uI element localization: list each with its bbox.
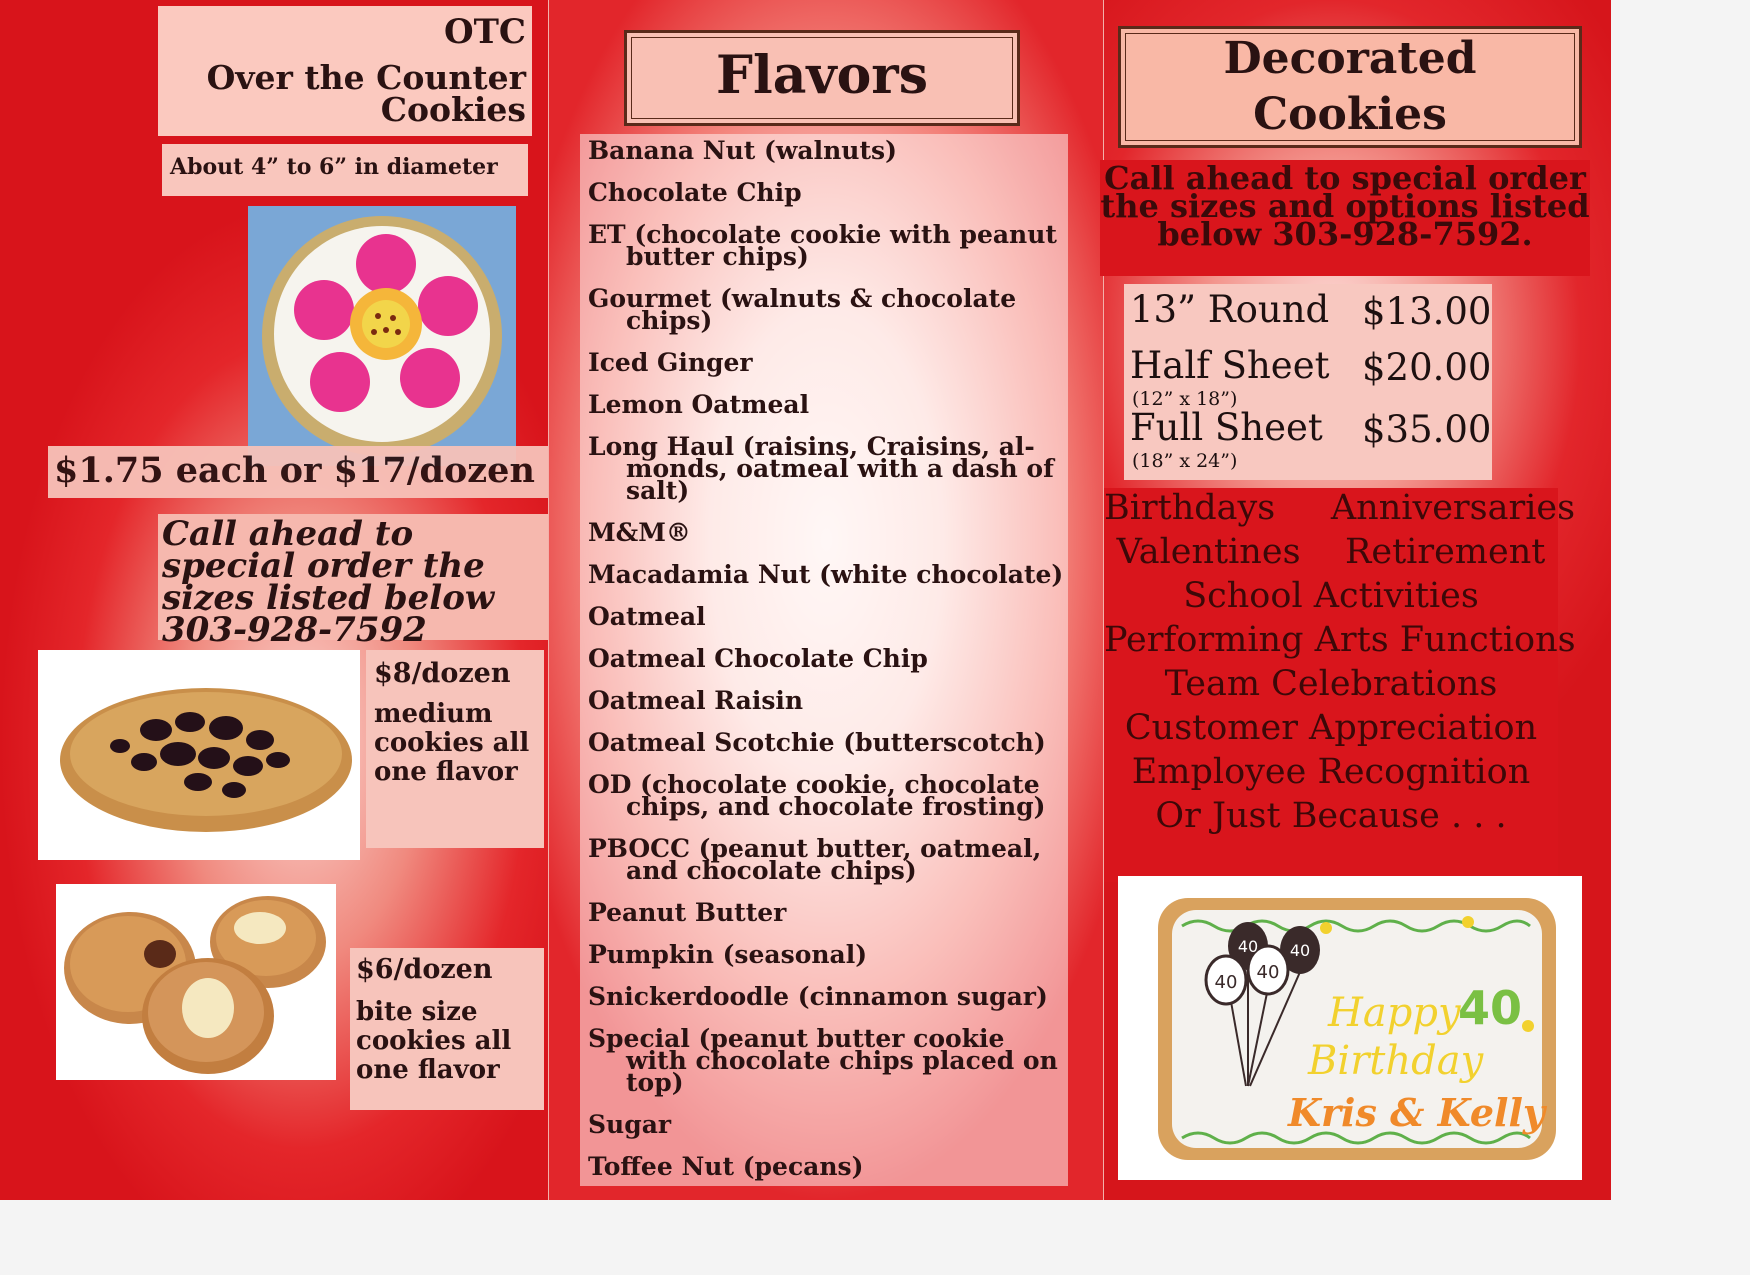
flavor-item: Oatmeal	[588, 602, 706, 631]
occasion-line: Birthdays Anniversaries	[1104, 488, 1576, 528]
size-dimensions: (18” x 24”)	[1132, 450, 1238, 472]
flavor-item: Oatmeal Raisin	[588, 686, 804, 715]
flavors-header	[624, 30, 1020, 126]
flower-cookie-photo	[248, 206, 516, 466]
otc-price: $1.75 each or $17/dozen	[54, 450, 535, 491]
cake-balloon-number: 40	[1214, 972, 1238, 993]
cake-text-number: 40	[1458, 981, 1523, 1035]
flavor-item: Sugar	[588, 1110, 672, 1139]
flavor-item: Chocolate Chip	[588, 178, 802, 207]
cake-balloon-number: 40	[1289, 941, 1311, 960]
cake-text-happy: Happy	[1328, 990, 1461, 1036]
occasion-line: Or Just Because . . .	[1155, 796, 1507, 836]
cake-text-names: Kris & Kelly	[1288, 1090, 1545, 1135]
flavor-item: Macadamia Nut (white chocolate)	[588, 560, 1064, 589]
diameter-box	[162, 144, 528, 196]
flavor-list	[588, 136, 1068, 1198]
flavor-item: Peanut Butter	[588, 898, 787, 927]
size-name: Half Sheet	[1130, 344, 1330, 387]
bite-cookie-box	[350, 948, 544, 1110]
bite-cookie-description: bite size cookies all one flavor	[356, 997, 512, 1085]
medium-cookie-description: medium cookies all one flavor	[374, 699, 530, 787]
flavors-title: Flavors	[716, 45, 928, 106]
flavor-item: Lemon Oatmeal	[588, 390, 810, 419]
call-ahead-box-left	[158, 514, 548, 650]
flavor-item: Oatmeal Scotchie (butterscotch)	[588, 728, 1046, 757]
flavor-item: PBOCC (peanut butter, oatmeal, and chocolate chips)	[588, 834, 1042, 885]
bite-cookie-price: $6/dozen	[356, 954, 493, 985]
occasions-box	[1104, 488, 1576, 882]
size-name: 13” Round	[1130, 288, 1330, 331]
size-dimensions: (12” x 18”)	[1132, 388, 1238, 410]
size-price-box	[1124, 284, 1492, 480]
occasion-line: School Activities	[1183, 576, 1479, 616]
flavor-item: Iced Ginger	[588, 348, 753, 377]
flavor-item: Banana Nut (walnuts)	[588, 136, 897, 165]
bite-cookie-photo	[56, 884, 336, 1080]
flavor-item: Snickerdoodle (cinnamon sugar)	[588, 982, 1048, 1011]
size-price: $35.00	[1362, 408, 1492, 451]
medium-cookie-box	[366, 650, 544, 848]
occasion-line: Valentines Retirement	[1116, 532, 1546, 572]
decorated-title-line2: Cookies	[1253, 89, 1447, 140]
decorated-title	[1121, 31, 1579, 143]
otc-title-box	[158, 6, 532, 136]
call-ahead-box-right	[1100, 160, 1590, 276]
decorated-cake-photo	[1118, 876, 1582, 1180]
decorated-header	[1118, 26, 1582, 148]
size-price: $20.00	[1362, 346, 1492, 389]
otc-price-box	[48, 446, 560, 498]
flavor-list-box	[580, 134, 1068, 1186]
medium-cookie-price: $8/dozen	[374, 658, 511, 689]
diameter-text: About 4” to 6” in diameter	[170, 154, 498, 180]
cake-balloon-number: 40	[1237, 937, 1259, 956]
flavor-item: Gourmet (walnuts & chocolate chips)	[588, 284, 1017, 335]
decorated-title-line1: Decorated	[1223, 33, 1477, 84]
size-name: Full Sheet	[1130, 406, 1323, 449]
occasion-line: Performing Arts Functions	[1104, 620, 1576, 660]
otc-abbreviation: OTC	[444, 12, 526, 52]
flavor-item: Toffee Nut (pecans)	[588, 1152, 864, 1181]
cake-balloon-number: 40	[1256, 962, 1280, 983]
call-ahead-text-right: Call ahead to special order the sizes and options listed below 303-928-7592.	[1100, 159, 1590, 253]
size-price: $13.00	[1362, 290, 1492, 333]
medium-cookie-photo	[38, 650, 360, 860]
flavor-item: Oatmeal Chocolate Chip	[588, 644, 928, 673]
flavor-item: Long Haul (raisins, Craisins, al- monds, oatmeal with a dash of salt)	[588, 432, 1054, 505]
cake-text-birthday: Birthday	[1308, 1038, 1484, 1084]
occasion-line: Team Celebrations	[1164, 664, 1498, 704]
flavor-item: Pumpkin (seasonal)	[588, 940, 868, 969]
call-ahead-text-left: Call ahead to special order the sizes listed below 303-928-7592	[162, 514, 495, 650]
occasion-line: Customer Appreciation	[1124, 708, 1538, 748]
flavor-item: ET (chocolate cookie with peanut butter chips)	[588, 220, 1057, 271]
flavor-item: Special (peanut butter cookie with chocolate chips placed on top)	[588, 1024, 1058, 1097]
flavor-item: M&M®	[588, 518, 691, 547]
flavor-item: OD (chocolate cookie, chocolate chips, and chocolate frosting)	[588, 770, 1046, 821]
occasion-line: Employee Recognition	[1131, 752, 1531, 792]
otc-title: Over the Counter Cookies	[206, 58, 526, 129]
